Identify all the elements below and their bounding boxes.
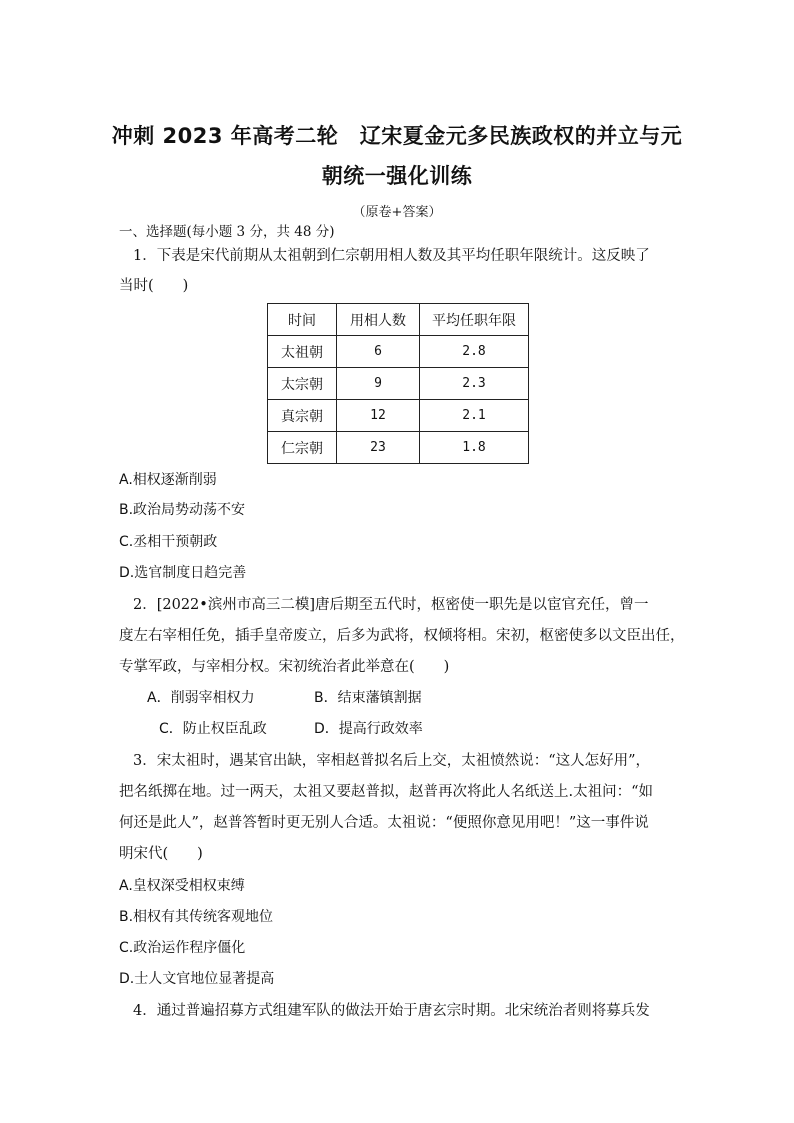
q1-option-b: B.政治局势动荡不安	[119, 502, 246, 518]
table-cell: 23	[337, 432, 420, 464]
table-cell: 9	[337, 368, 420, 400]
table-cell: 2.3	[420, 368, 529, 400]
q2-option-d: D．提高行政效率	[314, 721, 423, 737]
table-header-cell: 用相人数	[337, 304, 420, 336]
document-title-line-1: 冲刺 2023 年高考二轮 辽宋夏金元多民族政权的并立与元	[111, 124, 683, 148]
q3-option-d: D.士人文官地位显著提高	[119, 971, 275, 987]
table-cell: 1.8	[420, 432, 529, 464]
q2-option-c: C．防止权臣乱政	[159, 721, 267, 737]
section-heading: 一、选择题(每小题 3 分，共 48 分)	[119, 224, 335, 240]
q3-text-line-2: 把名纸掷在地。过一两天，太祖又要赵普拟，赵普再次将此人名纸送上.太祖问：“如	[119, 784, 654, 800]
table-row	[268, 336, 529, 368]
document-subtitle: （原卷+答案）	[352, 205, 442, 220]
table-cell: 12	[337, 400, 420, 432]
q2-text-line-3: 专掌军政，与宰相分权。宋初统治者此举意在( )	[119, 659, 450, 675]
q3-text-line-3: 何还是此人”，赵普答暂时更无别人合适。太祖说：“便照你意见用吧！”这一事件说	[119, 815, 649, 831]
q4-text-line-1: 4．通过普遍招募方式组建军队的做法开始于唐玄宗时期。北宋统治者则将募兵发	[133, 1003, 650, 1019]
table-row	[268, 432, 529, 464]
q3-option-a: A.皇权深受相权束缚	[119, 878, 245, 894]
q2-text-line-1: 2．[2022•滨州市高三二模]唐后期至五代时，枢密使一职先是以宦官充任，曾一	[133, 597, 649, 613]
q1-text-line-2: 当时( )	[119, 278, 189, 294]
table-header-row	[268, 304, 529, 336]
table-header-cell: 平均任职年限	[420, 304, 529, 336]
table-cell: 6	[337, 336, 420, 368]
document-title-line-2: 朝统一强化训练	[321, 164, 473, 188]
q2-option-b: B．结束藩镇割据	[314, 690, 422, 706]
q2-option-a: A．削弱宰相权力	[147, 690, 255, 706]
table-cell: 真宗朝	[268, 400, 337, 432]
q1-text-line-1: 1．下表是宋代前期从太祖朝到仁宗朝用相人数及其平均任职年限统计。这反映了	[133, 248, 650, 264]
q3-option-c: C.政治运作程序僵化	[119, 940, 246, 956]
table-cell: 2.1	[420, 400, 529, 432]
table-cell: 太宗朝	[268, 368, 337, 400]
q1-option-a: A.相权逐渐削弱	[119, 472, 217, 488]
table-header-cell: 时间	[268, 304, 337, 336]
table-cell: 2.8	[420, 336, 529, 368]
q3-option-b: B.相权有其传统客观地位	[119, 909, 274, 925]
q1-stats-table	[267, 303, 529, 464]
table-row	[268, 368, 529, 400]
q2-text-line-2: 度左右宰相任免，插手皇帝废立，后多为武将，权倾将相。宋初，枢密使多以文臣出任，	[119, 628, 685, 644]
q1-option-c: C.丞相干预朝政	[119, 534, 218, 550]
table-cell: 仁宗朝	[268, 432, 337, 464]
q1-option-d: D.选官制度日趋完善	[119, 565, 247, 581]
q3-text-line-4: 明宋代( )	[119, 846, 203, 862]
table-cell: 太祖朝	[268, 336, 337, 368]
q3-text-line-1: 3．宋太祖时，遇某官出缺，宰相赵普拟名后上交，太祖愤然说：“这人怎好用”，	[133, 753, 651, 769]
table-row	[268, 400, 529, 432]
